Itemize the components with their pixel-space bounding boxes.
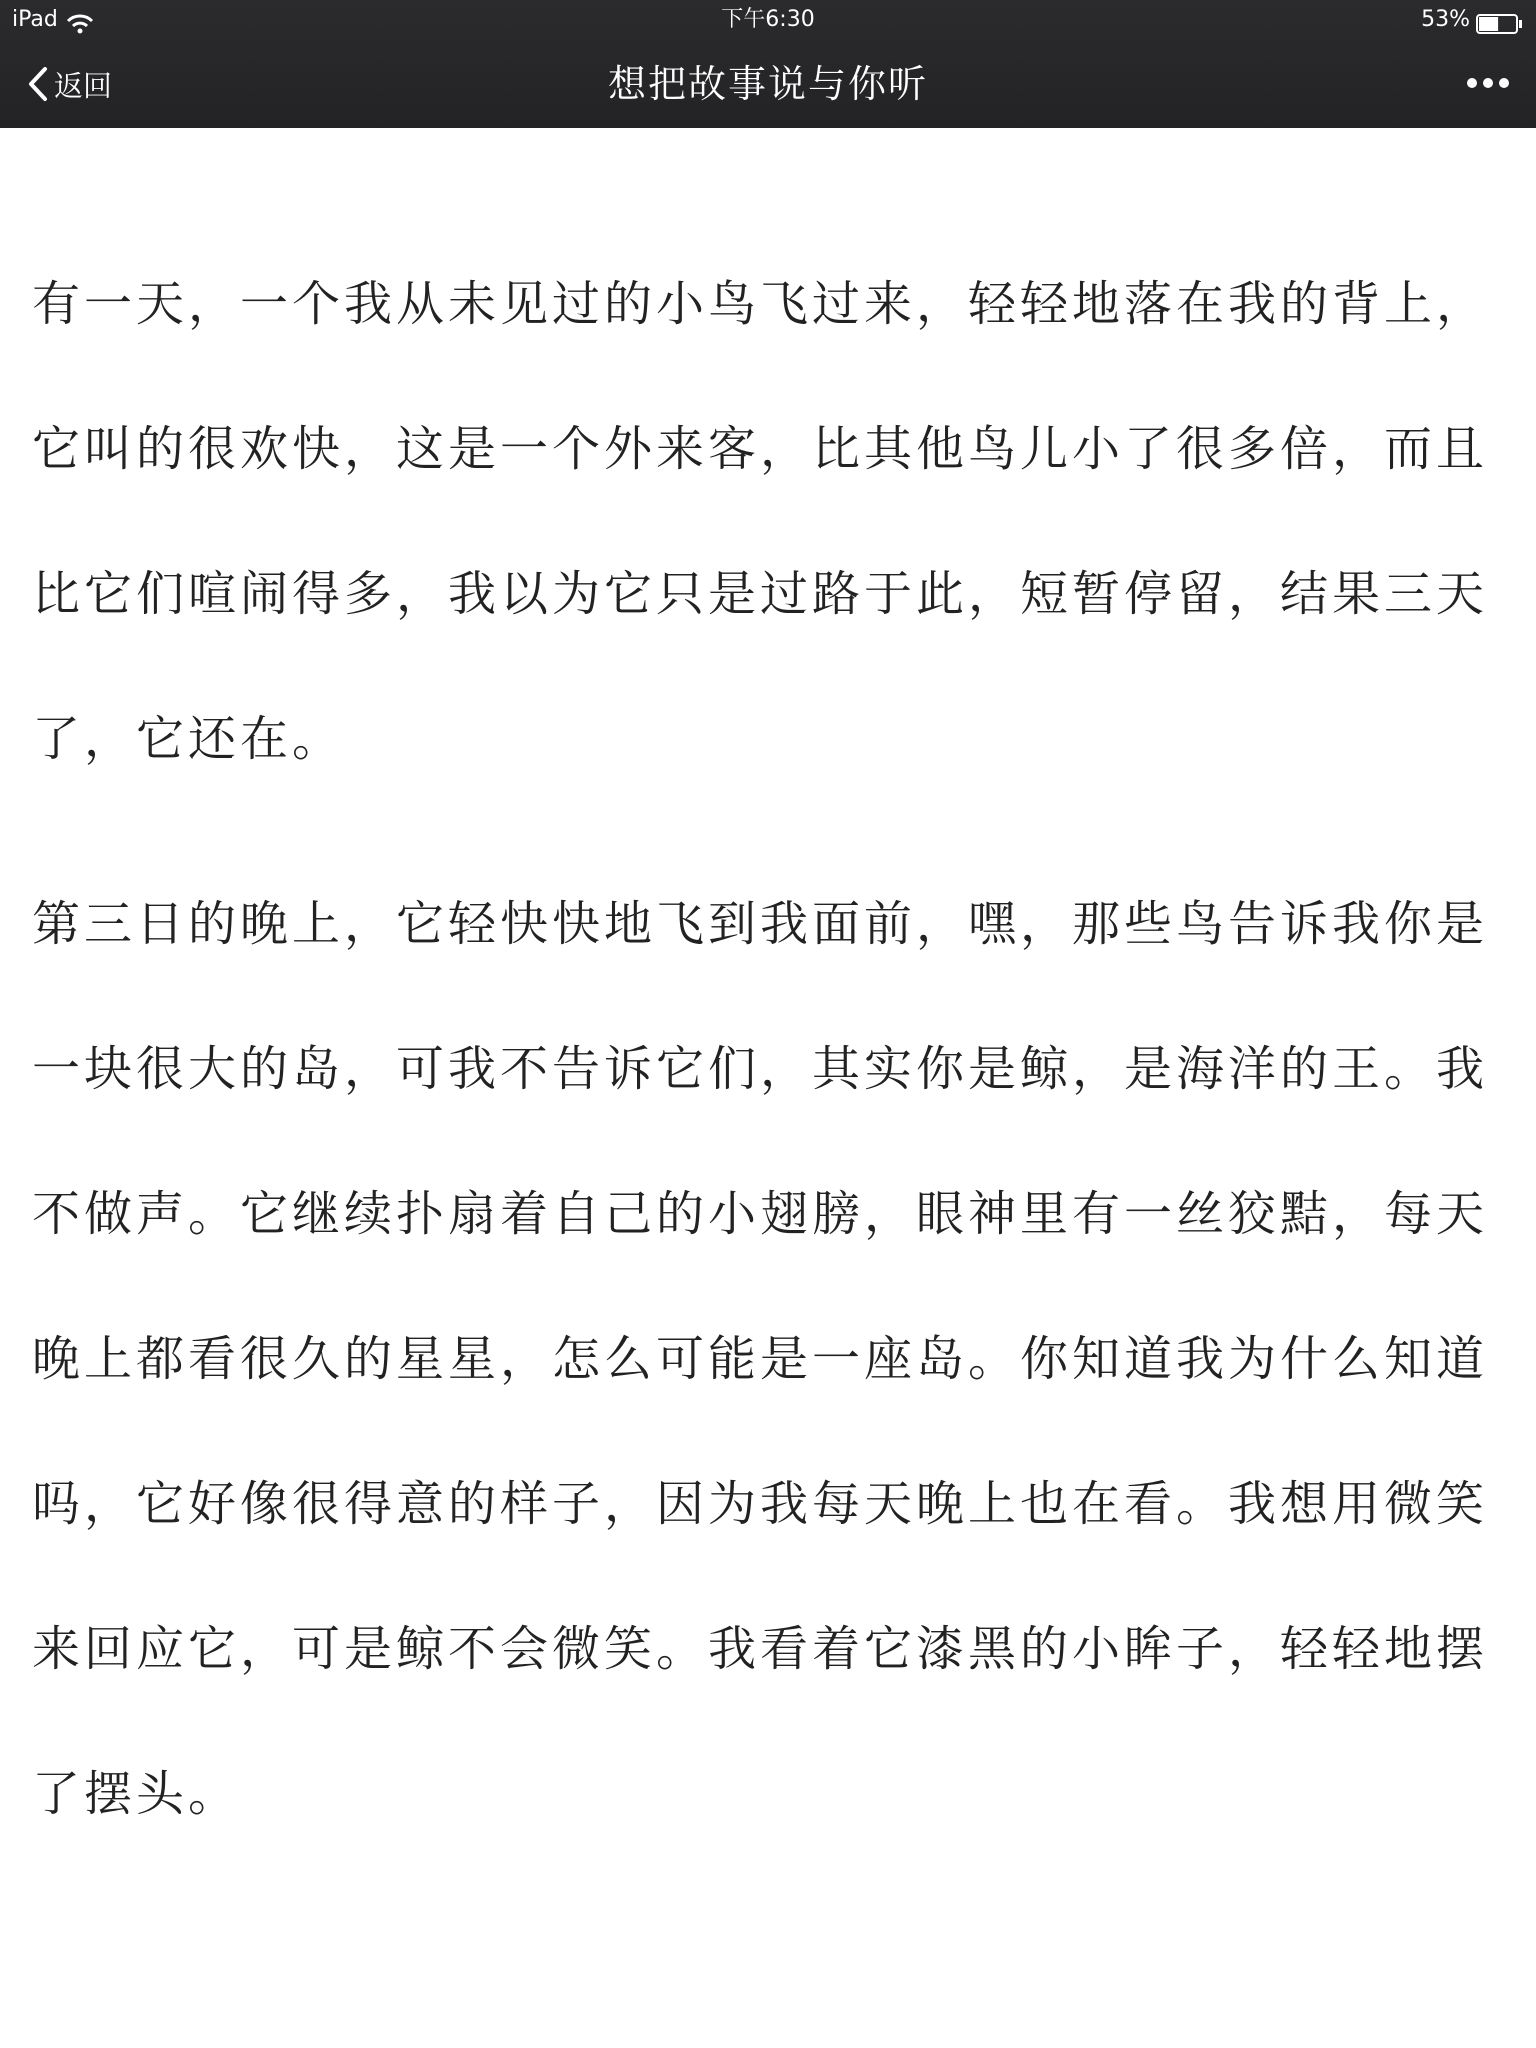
status-right <box>1421 0 1524 40</box>
text-line: 它叫的很欢快，这是一个外来客，比其他鸟儿小了很多倍，而且 <box>32 421 1489 477</box>
top-bar <box>0 0 1536 128</box>
more-button[interactable] <box>1458 64 1518 104</box>
article-body <box>0 128 1536 2048</box>
text-line: 了，它还在。 <box>32 711 345 767</box>
text-line: 了摆头。 <box>32 1766 241 1822</box>
back-button[interactable] <box>26 60 112 108</box>
paragraph-2 <box>32 852 1496 1867</box>
chevron-left-icon <box>26 64 50 104</box>
status-bar <box>0 0 1536 40</box>
text-line: 吗，它好像很得意的样子，因为我每天晚上也在看。我想用微笑 <box>32 1476 1489 1532</box>
text-line: 有一天，一个我从未见过的小鸟飞过来，轻轻地落在我的背上， <box>32 276 1489 332</box>
nav-bar <box>0 40 1536 128</box>
back-label: 返回 <box>54 68 113 103</box>
device-name: iPad <box>12 7 58 32</box>
battery-fill <box>1479 17 1498 31</box>
text-line: 一块很大的岛，可我不告诉它们，其实你是鲸，是海洋的王。我 <box>32 1041 1489 1097</box>
battery-percent: 53% <box>1421 7 1470 32</box>
status-time: 下午6:30 <box>721 7 815 32</box>
text-line: 来回应它，可是鲸不会微笑。我看着它漆黑的小眸子，轻轻地摆 <box>32 1621 1489 1677</box>
paragraph-1 <box>32 232 1496 812</box>
text-line: 晚上都看很久的星星，怎么可能是一座岛。你知道我为什么知道 <box>32 1331 1489 1387</box>
text-line: 第三日的晚上，它轻快快地飞到我面前，嘿，那些鸟告诉我你是 <box>32 896 1489 952</box>
battery-icon <box>1476 9 1524 31</box>
text-line: 不做声。它继续扑扇着自己的小翅膀，眼神里有一丝狡黠，每天 <box>32 1186 1489 1242</box>
text-line: 比它们喧闹得多，我以为它只是过路于此，短暂停留，结果三天 <box>32 566 1489 622</box>
page-title: 想把故事说与你听 <box>607 62 928 106</box>
more-dots-icon <box>1464 75 1512 94</box>
